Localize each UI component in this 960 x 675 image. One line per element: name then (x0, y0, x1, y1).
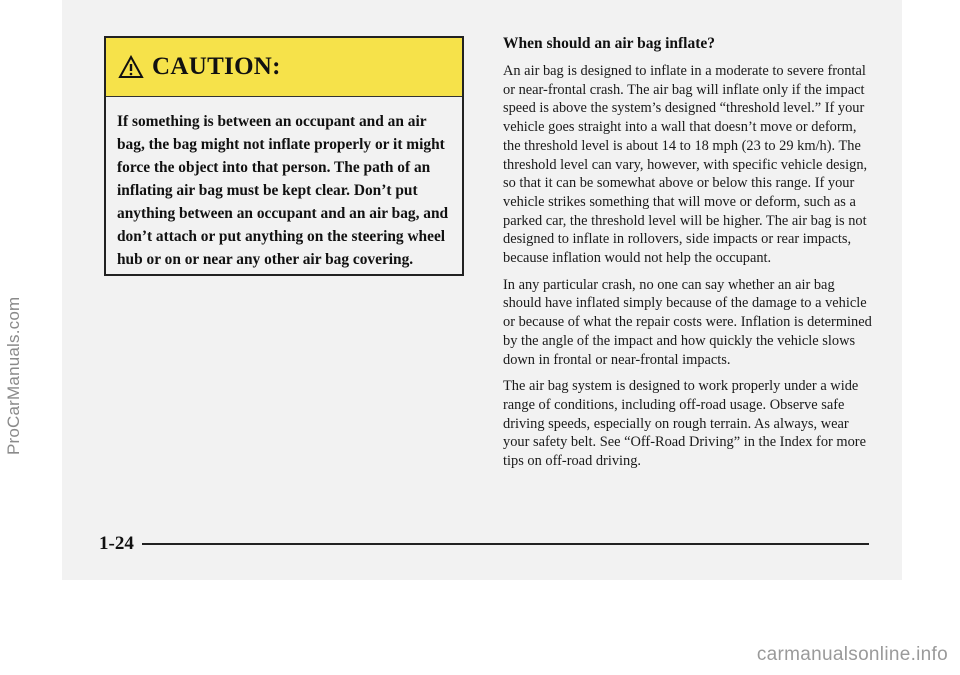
page-footer (99, 532, 869, 556)
main-text-column (503, 35, 873, 479)
paragraph: The air bag system is designed to work properly under a wide range of conditions, including off-road usage. Observe safe driving speeds, especially on rough terrain. As always, wear your safety belt. See “Off-Road Driving” in the Index for more tips on off-road driving. (503, 378, 866, 470)
caution-title: CAUTION: (152, 53, 281, 80)
page-number: 1-24 (99, 533, 134, 554)
paragraph: An air bag is designed to inflate in a moderate to severe frontal or near-frontal crash. The air bag will inflate only if the impact speed is above the system’s designed “threshold level.” If your vehicle goes straight into a wall that doesn’t move or deform, the threshold level is about 14 to 18 mph (23 to 29 km/h). The threshold level can vary, however, with specific vehicle design, so that it can be somewhat above or below this range. If your vehicle strikes something that will move or deform, such as a parked car, the threshold level will be higher. The air bag is not designed to inflate in rollovers, side impacts or rear impacts, because inflation would not help the occupant. (503, 63, 868, 267)
caution-header (106, 38, 462, 97)
side-watermark (0, 0, 28, 580)
caution-box (104, 36, 464, 276)
warning-triangle-icon (118, 55, 144, 79)
footer-rule (142, 543, 869, 545)
paragraph: In any particular crash, no one can say whether an air bag should have inflated simply because of the damage to a vehicle or because of what the repair costs were. Inflation is determined by the angle of the impact and how quickly the vehicle slows down in frontal or near-frontal impacts. (503, 276, 872, 368)
caution-body: If something is between an occupant and an air bag, the bag might not inflate properly or it might force the object into that person. The path of an inflating air bag must be kept clear. Don’t put anything between an occupant and an air bag, and don’t attach or put anything on the steering wheel hub or on or near any other air bag covering. (117, 113, 449, 268)
side-watermark-text: ProCarManuals.com (4, 296, 23, 455)
bottom-watermark: carmanualsonline.info (756, 644, 948, 665)
section-heading: When should an air bag inflate? (503, 35, 716, 52)
